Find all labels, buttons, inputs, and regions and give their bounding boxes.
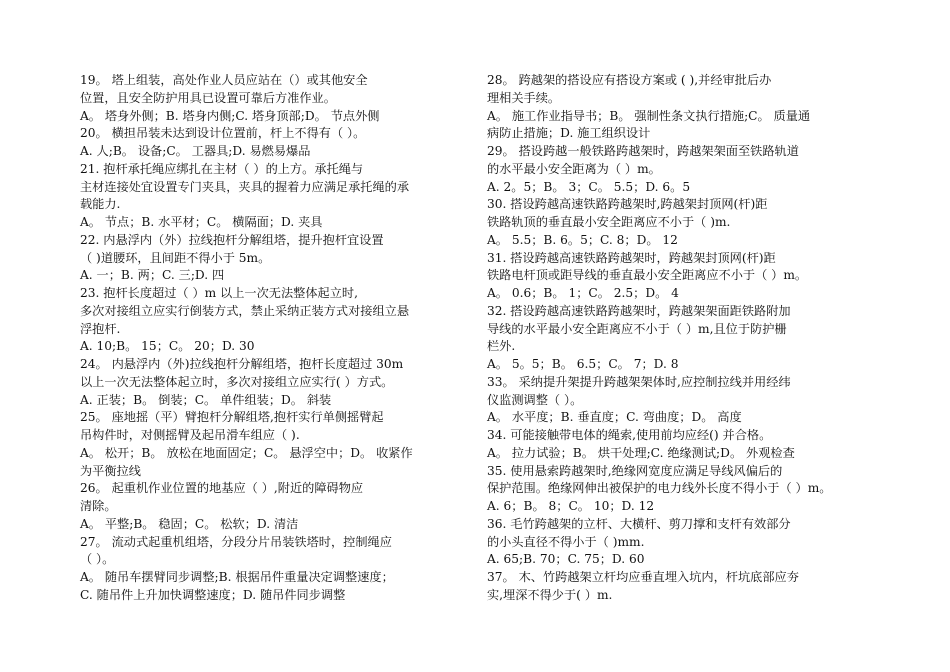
text-line: 以上一次无法整体起立时，多次对接组立应实行( ）方式。: [80, 374, 394, 389]
text-line: （ )道腰环，且间距不得小于 5m。: [80, 250, 271, 265]
text-line: 20。 横担吊装未达到设计位置前，杆上不得有（ ）。: [80, 126, 366, 141]
text-line: 吊构件时，对侧摇臂及起吊滑车组应（ ).: [80, 428, 300, 442]
text-line: 35. 使用悬索跨越架时,绝缘网宽度应满足导线风偏后的: [487, 463, 783, 478]
text-line: 29。 搭设跨越一般铁路跨越架时，跨越架架面至铁路轨道: [487, 144, 799, 158]
text-line: 23. 抱杆长度超过（ ）m 以上一次无法整体起立时,: [80, 286, 358, 300]
right-column: [487, 72, 872, 605]
text-line: 病防止措施；D. 施工组织设计: [487, 126, 651, 141]
text-line: A. 65;B. 70；C. 75；D. 60: [487, 552, 645, 567]
text-line: 铁路轨顶的垂直最小安全距离应不小于（ )m.: [487, 215, 731, 229]
text-line: 保护范围。绝缘网伸出被保护的电力线外长度不得小于（ ）m。: [487, 481, 832, 496]
text-line: 仪监测调整（ ）。: [487, 392, 583, 407]
text-line: 30. 搭设跨越高速铁路跨越架时,跨越架封顶网(杆)距: [487, 197, 768, 212]
text-line: 32. 搭设跨越高速铁路跨越架时，跨越架架面距铁路附加: [487, 303, 791, 318]
text-line: 载能力.: [80, 197, 121, 212]
text-line: 栏外.: [487, 339, 516, 354]
text-line: A。 松开；B。 放松在地面固定；C。 悬浮空中；D。 收紧作: [80, 445, 413, 460]
text-line: A。 5。5；B。 6.5；C。 7；D. 8: [487, 357, 679, 371]
text-line: 实,埋深不得少于( ）m.: [487, 587, 613, 602]
text-line: A。 0.6；B。 1；C。 2.5；D。 4: [487, 286, 679, 300]
text-line: 36. 毛竹跨越架的立杆、大横杆、剪刀撑和支杆有效部分: [487, 516, 791, 531]
text-line: A. 人;B。 设备;C。 工器具;D. 易燃易爆品: [80, 144, 311, 158]
text-line: 31. 搭设跨越高速铁路跨越架时，跨越架封顶网(杆)距: [487, 250, 776, 265]
text-line: 33。 采纳提升架提升跨越架架体时,应控制拉线并用经纬: [487, 374, 791, 389]
text-line: 导线的水平最小安全距离应不小于（ ）m,且位于防护栅: [487, 321, 787, 336]
text-line: A. 正装；B。 倒装；C。 单件组装；D。 斜装: [80, 392, 332, 407]
text-line: A. 2。5；B。 3；C。 5.5；D. 6。5: [487, 179, 691, 194]
text-line: 25。 座地摇（平）臂抱杆分解组塔,抱杆实行单侧摇臂起: [80, 410, 384, 425]
text-line: 浮抱杆.: [80, 321, 121, 336]
text-line: A。 拉力试验；B。 烘干处理;C. 绝缘测试;D。 外观检查: [487, 445, 795, 460]
text-line: 28。 跨越架的搭设应有搭设方案或 ( ),并经审批后办: [487, 73, 772, 87]
text-line: 21. 抱杆承托绳应绑扎在主材（ ）的上方。承托绳与: [80, 161, 364, 176]
left-column: [80, 72, 452, 605]
text-line: 理相关手续。: [487, 90, 561, 105]
text-line: A. 10;B。 15；C。 20；D. 30: [80, 339, 255, 354]
text-line: A。 节点；B. 水平材；C。 横隔面；D. 夹具: [80, 215, 323, 229]
text-line: 铁路电杆顶或距导线的垂直最小安全距离应不小于（ ）m。: [487, 268, 808, 283]
text-line: （ ）。: [80, 552, 115, 567]
text-line: A. 6；B。 8；C。 10；D. 12: [487, 499, 655, 513]
text-line: 的小头直径不得小于（ )mm.: [487, 534, 645, 549]
text-line: 24。 内悬浮内（外)拉线抱杆分解组塔，抱杆长度超过 30m: [80, 357, 404, 371]
text-line: 主材连接处宜设置专门夹具，夹具的握着力应满足承托绳的承: [80, 179, 410, 194]
text-line: 为平衡拉线: [80, 463, 141, 478]
text-line: A。 塔身外侧；B. 塔身内侧;C. 塔身顶部;D。 节点外侧: [80, 108, 380, 123]
text-line: C. 随吊件上升加快调整速度；D. 随吊件同步调整: [80, 587, 346, 602]
text-line: A。 平整;B。 稳固；C。 松软；D. 清洁: [80, 516, 299, 531]
text-line: A。 5.5；B. 6。5；C. 8；D。 12: [487, 232, 678, 247]
text-line: 22. 内悬浮内（外）拉线抱杆分解组塔，提升抱杆宜设置: [80, 232, 384, 247]
text-line: 位置，且安全防护用具已设置可靠后方准作业。: [80, 90, 336, 105]
text-line: A. 一；B. 两；C. 三;D. 四: [80, 268, 225, 283]
text-line: 26。 起重机作业位置的地基应（ ）,附近的障碍物应: [80, 481, 364, 496]
text-line: 清除。: [80, 499, 117, 513]
text-line: 34. 可能接触带电体的绳索,使用前均应经() 并合格。: [487, 428, 772, 442]
text-line: 的水平最小安全距离为（ ）m。: [487, 161, 661, 176]
text-line: A。 水平度；B. 垂直度；C. 弯曲度；D。 高度: [487, 410, 742, 425]
text-line: 19。 塔上组装，高处作业人员应站在（）或其他安全: [80, 73, 368, 87]
text-line: A。 随吊车摆臂同步调整;B. 根据吊件重量决定调整速度；: [80, 570, 394, 584]
text-line: 27。 流动式起重机组塔，分段分片吊装铁塔时，控制绳应: [80, 534, 392, 549]
text-line: A。 施工作业指导书；B。 强制性条文执行措施;C。 质量通: [487, 108, 811, 123]
text-line: 37。 木、竹跨越架立杆均应垂直埋入坑内，杆坑底部应夯: [487, 570, 799, 584]
text-line: 多次对接组立应实行倒装方式，禁止采纳正装方式对接组立悬: [80, 303, 410, 318]
